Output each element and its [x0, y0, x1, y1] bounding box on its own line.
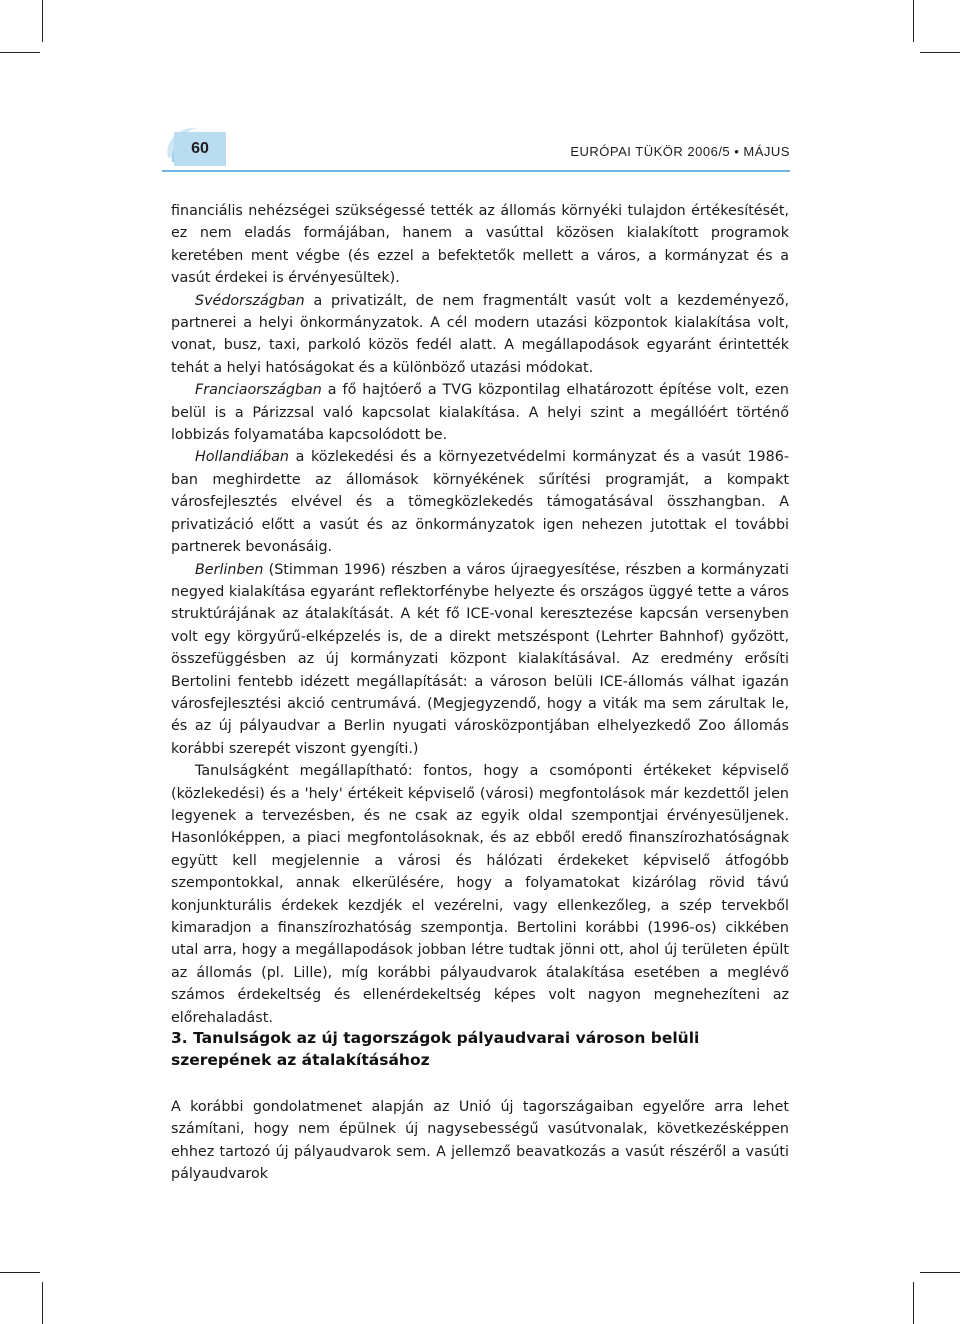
page-number: 60: [191, 140, 209, 157]
crop-mark: [42, 1282, 43, 1324]
crop-mark: [913, 0, 914, 42]
paragraph-sweden: Svédországban a privatizált, de nem fragmentált vasút volt a kezdeményező, partnerei a helyi önkormányzatok. A cél modern utazási központok kialakítása volt, vonat, busz, taxi, parkoló közös fedél alatt. A megállapodások egyaránt érintették tehát a helyi hatóságokat és a különböző utazási módokat.: [171, 292, 789, 376]
crop-mark: [0, 1272, 40, 1273]
paragraph-netherlands: Hollandiában a közlekedési és a környezetvédelmi kormányzat és a vasút 1986-ban meghirdette az állomások környékének sűrítési programját, a kompakt városfejlesztés elvével és a tömegközlekedés támogatásával összhangban. A privatizáció előtt a vasút és az önkormányzatok igen nehezen jutottak el további partnerek bevonásáig.: [171, 449, 789, 556]
paragraph-conclusion: Tanulságként megállapítható: fontos, hogy a csomóponti értékeket képviselő (közlekedési) és a 'hely' értékeit képviselő (városi) megfontolások már kezdettől jelen legyenek a tervezésben, és ne csak az egyik oldal szempontjai érvényesüljenek. Hasonlóképpen, a piaci megfontolásoknak, és az ebből eredő finanszírozhatóságnak együtt kell megjelennie a városi és hálózati érdekeket képviselő átfogóbb szempontokkal, annak elkerülésére, hogy a folyamatokat kizárólag rövid távú konjunkturális érdekek kezdjék el vezérelni, vagy ellenkezőleg, a szép tervekből kimaradjon a finanszírozhatóság szempontja. Bertolini korábbi (1996-os) cikkében utal arra, hogy a megállapodások jobban létre tudtak jönni ott, ahol új területen épült az állomás (pl. Lille), míg korábbi pályaudvarok átalakítása esetében a meglévő számos érdekeltség és ellenérdekeltség képes volt nagyon megnehezíteni az előrehaladást.: [171, 763, 789, 1026]
paragraph-france: Franciaországban a fő hajtóerő a TVG központilag elhatározott építése volt, ezen belül is a Párizzsal való kapcsolat kialakítása. A helyi szint a megállóért történő lobbizás folyamatába kapcsolódott be.: [171, 382, 789, 444]
crop-mark: [42, 0, 43, 42]
paragraph-section-intro: A korábbi gondolatmenet alapján az Unió új tagországaiban egyelőre arra lehet számítani, hogy nem épülnek új nagysebességű vasútvonalak, következésképpen ehhez tartozó új pályaudvarok sem. A jellemző beavatkozás a vasút részéről a vasúti pályaudvarok: [171, 1099, 789, 1183]
crop-mark: [920, 1272, 960, 1273]
running-head: EURÓPAI TÜKÖR 2006/5 • MÁJUS: [570, 144, 790, 159]
crop-mark: [0, 52, 40, 53]
section-body: [171, 1096, 789, 1186]
crop-mark: [913, 1282, 914, 1324]
page-header: [162, 122, 790, 172]
page-number-box: [174, 132, 226, 166]
section-heading: 3. Tanulságok az új tagországok pályaudvarai városon belüli szerepének az átalakításához: [171, 1029, 700, 1069]
crop-mark: [920, 52, 960, 53]
paragraph-berlin: Berlinben (Stimman 1996) részben a város újraegyesítése, részben a kormányzati negyed kialakítása egyaránt reflektorfénybe helyezte és országos üggyé tette a város struktúrájának az átalakítását. A két fő ICE-vonal keresztezése kapcsán versenyben volt egy körgyűrű-elképzelés is, de a direkt metszéspont (Lehrter Bahnhof) győzött, összefüggésben az új kormányzati központ kialakításával. Az eredmény erősíti Bertolini fentebb idézett megállapítását: a városon belüli ICE-állomás válhat igazán városfejlesztési akció centrumává. (Megjegyzendő, hogy a viták ma sem zárultak le, és az új pályaudvar a Berlin nyugati városközpontjában elhelyezkedő Zoo állomás korábbi szerepét viszont gyengíti.): [171, 561, 789, 757]
paragraph: financiális nehézségei szükségessé tették az állomás környéki tulajdon értékesítését, ez nem eladás formájában, hanem a vasúttal közösen kialakított programok keretében ment végbe (és ezzel a befektetők mellett a város, a kormányzat és a vasút érdekei is érvényesültek).: [171, 203, 789, 287]
article-body: [171, 200, 789, 1029]
